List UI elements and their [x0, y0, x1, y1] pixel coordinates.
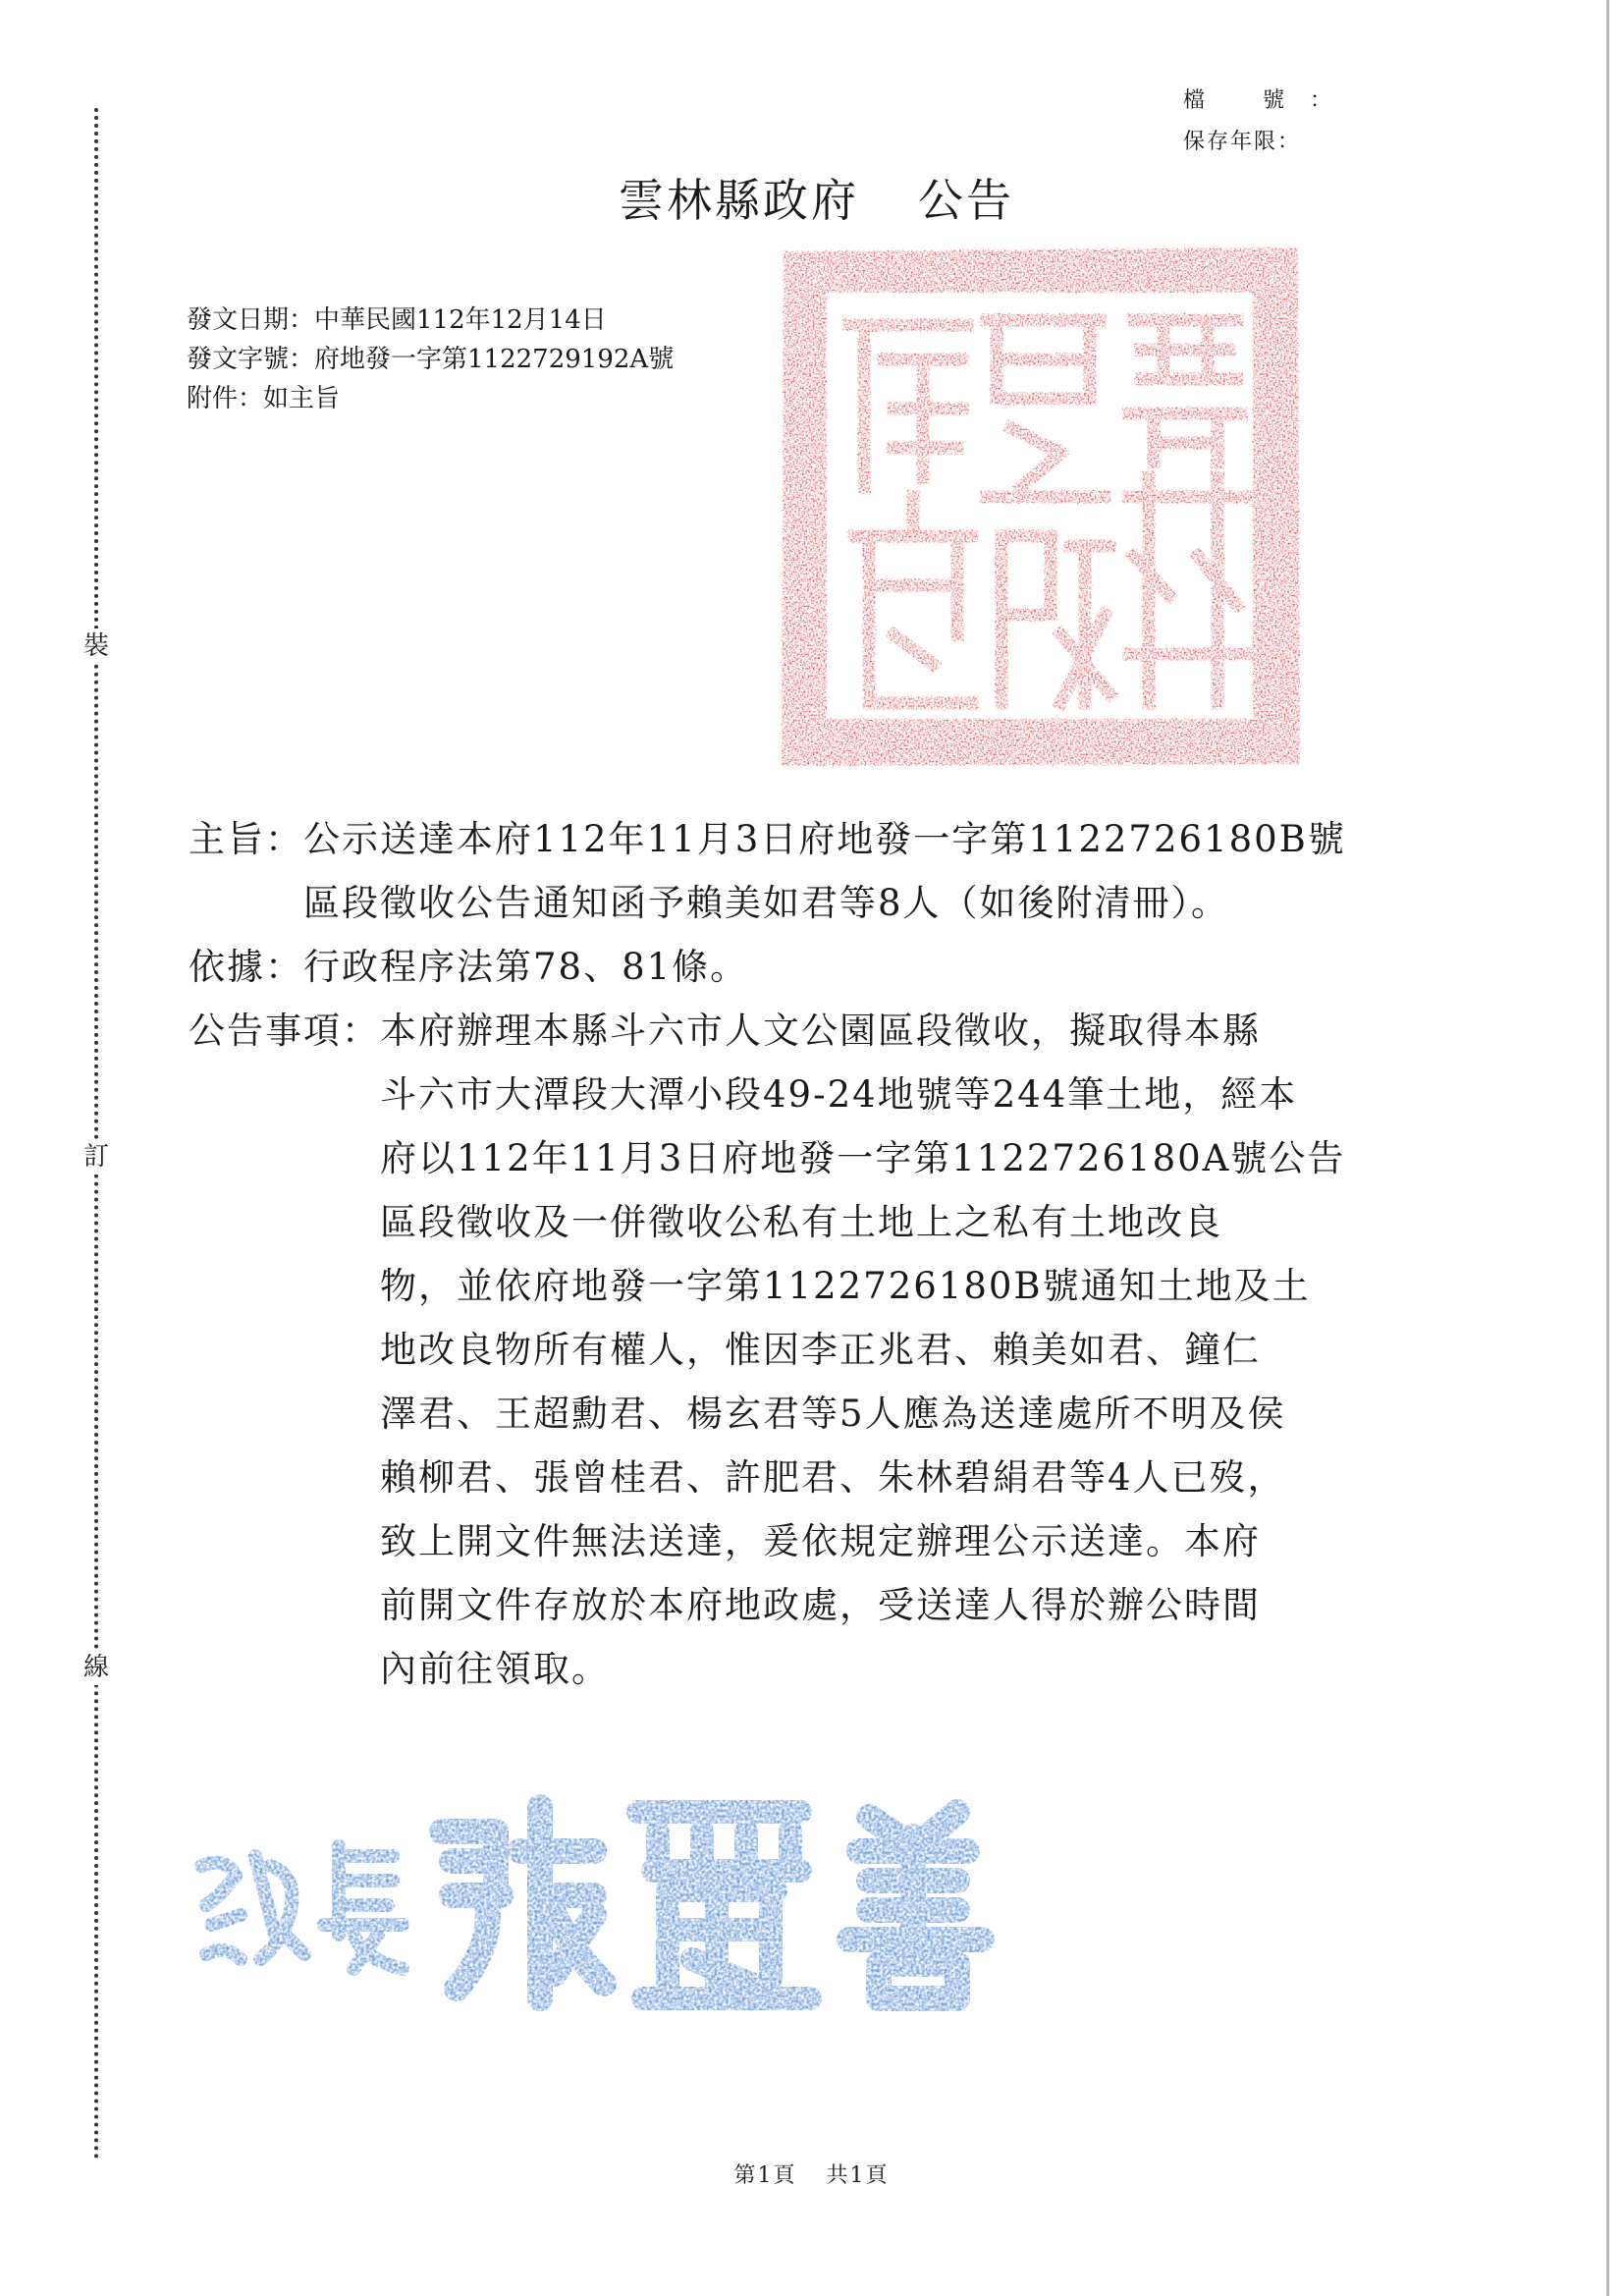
notice-line: 澤君、王超勳君、楊玄君等5人應為送達處所不明及侯	[380, 1393, 1286, 1435]
file-info	[1183, 81, 1357, 163]
doc-type: 公告	[918, 174, 1014, 227]
subject-row	[189, 807, 1455, 935]
notice-row	[189, 999, 1455, 1701]
scan-edge	[1606, 0, 1609, 2296]
official-seal	[776, 242, 1306, 772]
notice-line: 賴柳君、張曾桂君、許肥君、朱林碧絹君等4人已歿，	[380, 1456, 1286, 1499]
binding-char-zhuang: 裝	[79, 629, 114, 664]
issue-date: 發文日期：中華民國112年12月14日	[187, 305, 607, 335]
doc-number: 發文字號：府地發一字第1122729192A號	[187, 345, 675, 374]
basis-text: 行政程序法第78、81條。	[303, 946, 749, 988]
binding-line	[94, 108, 98, 2160]
file-number-label: 檔 號：	[1183, 88, 1357, 113]
retention-label: 保存年限：	[1183, 130, 1302, 154]
notice-line: 本府辦理本縣斗六市人文公園區段徵收，擬取得本縣	[380, 1010, 1261, 1052]
notice-line: 府以112年11月3日府地發一字第1122726180A號公告	[380, 1137, 1346, 1179]
document-meta	[187, 301, 674, 418]
notice-label: 公告事項：	[189, 1010, 380, 1052]
page-total: 共1頁	[826, 2163, 890, 2188]
notice-line: 前開文件存放於本府地政處，受送達人得於辦公時間	[380, 1584, 1261, 1626]
binding-char-xian: 線	[79, 1650, 114, 1685]
subject-text	[303, 807, 1455, 935]
subject-line-1: 公示送達本府112年11月3日府地發一字第1122726180B號	[303, 818, 1346, 860]
notice-line: 內前往領取。	[380, 1648, 610, 1690]
page-number	[0, 2159, 1623, 2189]
notice-line: 斗六市大潭段大潭小段49-24地號等244筆土地，經本	[380, 1073, 1298, 1116]
magistrate-signature-stamp	[182, 1787, 1085, 2013]
page-current: 第1頁	[733, 2163, 797, 2188]
basis-label: 依據：	[189, 946, 303, 988]
binding-char-ding: 訂	[79, 1139, 114, 1175]
notice-line: 地改良物所有權人，惟因李正兆君、賴美如君、鐘仁	[380, 1329, 1261, 1371]
document-title	[0, 165, 1623, 230]
subject-label: 主旨：	[189, 818, 303, 860]
agency-name: 雲林縣政府	[619, 174, 859, 227]
notice-line: 物，並依府地發一字第1122726180B號通知土地及土	[380, 1265, 1311, 1307]
notice-text	[380, 999, 1455, 1701]
notice-line: 致上開文件無法送達，爰依規定辦理公示送達。本府	[380, 1520, 1261, 1562]
document-body	[189, 807, 1455, 1701]
attachment: 附件：如主旨	[187, 384, 341, 413]
basis-row	[189, 935, 1455, 999]
subject-line-2: 區段徵收公告通知函予賴美如君等8人（如後附清冊）。	[303, 882, 1230, 924]
notice-line: 區段徵收及一併徵收公私有土地上之私有土地改良	[380, 1201, 1222, 1243]
